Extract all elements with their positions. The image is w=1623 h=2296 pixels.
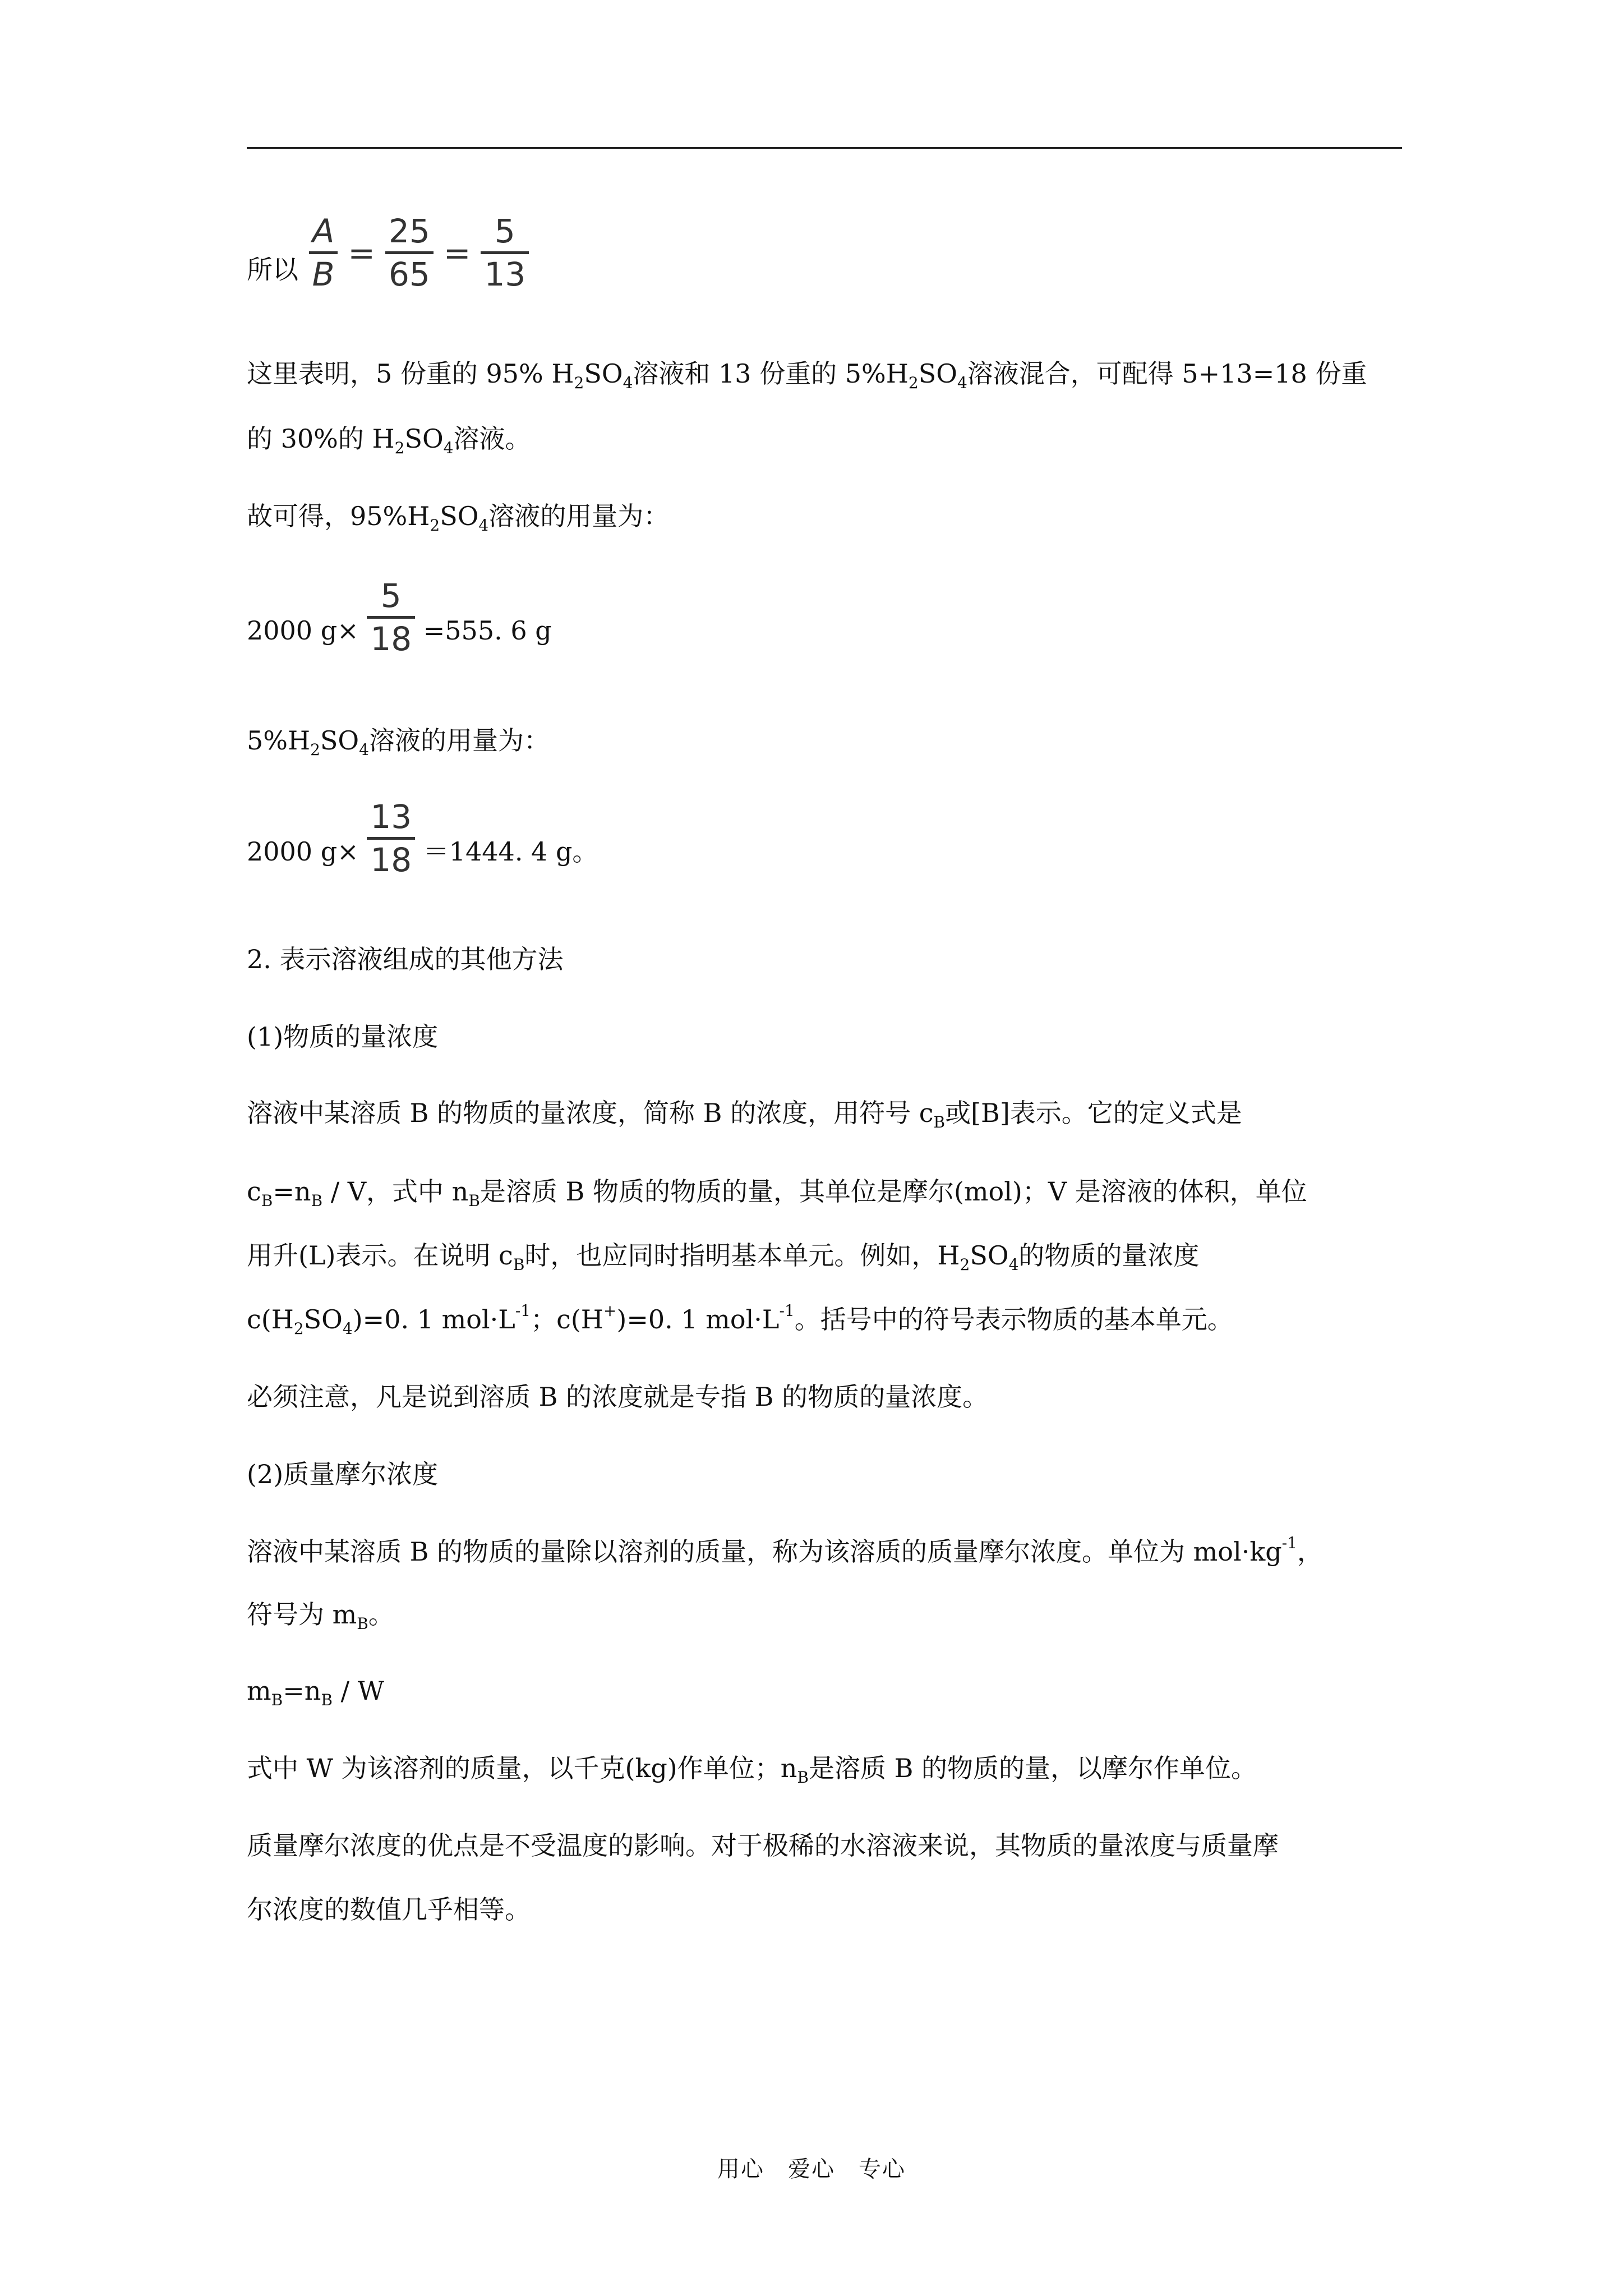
subscript: 4	[957, 374, 967, 392]
text: 。括号中的符号表示物质的基本单元。	[794, 1304, 1233, 1335]
text: SO	[918, 358, 957, 389]
text: 溶液中某溶质 B 的物质的量除以溶剂的质量，称为该溶质的质量摩尔浓度。单位为 mol·kg	[247, 1536, 1282, 1567]
subscript: 2	[908, 374, 919, 392]
equals-sign: =	[348, 233, 376, 272]
header-rule	[247, 147, 1402, 149]
numerator: 13	[370, 798, 412, 836]
paragraph: 质量摩尔浓度的优点是不受温度的影响。对于极稀的水溶液来说，其物质的量浓度与质量摩	[247, 1830, 1279, 1861]
text: 时，也应同时指明基本单元。例如，H	[524, 1240, 960, 1271]
text: 符号为 m	[247, 1599, 357, 1630]
subscript: B	[468, 1191, 480, 1210]
paragraph	[247, 357, 1367, 390]
ratio-math	[309, 213, 529, 292]
fraction-bar	[385, 251, 434, 254]
subscript: B	[271, 1691, 283, 1709]
text: )=0. 1 mol·L	[616, 1304, 780, 1335]
numerator: A	[312, 212, 335, 250]
denominator: 65	[389, 255, 430, 293]
numerator: 25	[389, 212, 430, 250]
text: 溶液中某溶质 B 的物质的量浓度，简称 B 的浓度，用符号 c	[247, 1098, 934, 1128]
subscript: 4	[623, 374, 633, 392]
fraction-bar	[481, 251, 529, 254]
ratio-equation	[247, 213, 529, 292]
numerator: 5	[380, 577, 402, 615]
denominator: B	[312, 255, 335, 293]
fraction-bar	[367, 837, 415, 840]
subscript: B	[513, 1255, 525, 1274]
fraction-25-over-65	[385, 213, 434, 292]
paragraph	[247, 1751, 1257, 1785]
text: SO	[320, 725, 359, 756]
superscript: -1	[1281, 1534, 1297, 1552]
text: ；c(H	[531, 1304, 603, 1335]
paragraph	[247, 1303, 1233, 1336]
text: 是溶质 B 物质的物质的量，其单位是摩尔(mol)；V 是溶液的体积，单位	[479, 1176, 1307, 1207]
fraction-bar	[309, 251, 338, 254]
denominator: 18	[370, 841, 412, 879]
text: =555. 6 g	[423, 615, 552, 646]
paragraph: 必须注意，凡是说到溶质 B 的浓度就是专指 B 的物质的量浓度。	[247, 1382, 989, 1412]
superscript: +	[603, 1301, 617, 1320]
text: 溶液混合，可配得 5+13=18 份重	[967, 358, 1367, 389]
text: 溶液的用量为：	[368, 725, 550, 756]
text: SO	[970, 1240, 1009, 1271]
text: 或[B]表示。它的定义式是	[945, 1098, 1242, 1128]
equation-prefix: 所以	[247, 254, 298, 285]
subscript: 2	[293, 1319, 304, 1338]
text: ，	[1297, 1536, 1323, 1567]
fraction-5-over-18	[367, 578, 415, 657]
paragraph: 尔浓度的数值几乎相等。	[247, 1894, 531, 1925]
text: ＝1444. 4 g。	[423, 836, 598, 867]
text: 是溶质 B 的物质的量，以摩尔作单位。	[808, 1753, 1257, 1783]
subscript: B	[311, 1191, 323, 1210]
paragraph	[247, 1598, 394, 1631]
text: 溶液的用量为：	[488, 501, 670, 531]
text: m	[247, 1676, 271, 1706]
subscript: B	[261, 1191, 273, 1210]
subsection-title: (2)质量摩尔浓度	[247, 1459, 439, 1489]
subscript: 4	[1008, 1255, 1019, 1274]
text: =n	[273, 1176, 311, 1207]
paragraph	[247, 724, 550, 757]
superscript: -1	[515, 1301, 531, 1320]
text: =n	[283, 1676, 321, 1706]
subscript: 4	[478, 516, 489, 535]
text: / V，式中 n	[322, 1176, 469, 1207]
page-footer: 用心 爱心 专心	[717, 2156, 906, 2182]
calculation-5	[247, 799, 598, 878]
text: / W	[332, 1676, 384, 1706]
text: 式中 W 为该溶剂的质量，以千克(kg)作单位；n	[247, 1753, 797, 1783]
text: c	[247, 1176, 261, 1207]
text: 故可得，95%H	[247, 501, 430, 531]
paragraph	[247, 1175, 1307, 1208]
text: c(H	[247, 1304, 294, 1335]
paragraph	[247, 499, 669, 533]
paragraph	[247, 422, 531, 455]
fraction-13-over-18	[367, 799, 415, 878]
text: SO	[440, 501, 479, 531]
text: 。	[368, 1599, 394, 1630]
paragraph	[247, 1535, 1323, 1568]
paragraph	[247, 1239, 1199, 1272]
text: 溶液。	[453, 424, 531, 454]
denominator: 18	[370, 620, 412, 658]
subscript: 4	[443, 439, 454, 457]
text: 用升(L)表示。在说明 c	[247, 1240, 513, 1271]
fraction-a-over-b	[309, 213, 338, 292]
numerator: 5	[494, 212, 515, 250]
text: 2000 g×	[247, 836, 359, 867]
subscript: 2	[574, 374, 584, 392]
text: SO	[404, 424, 444, 454]
text: 5%H	[247, 725, 311, 756]
fraction-5-over-13	[481, 213, 529, 292]
subscript: 4	[342, 1319, 353, 1338]
formula-molality	[247, 1674, 384, 1708]
text: 2000 g×	[247, 615, 359, 646]
text: SO	[584, 358, 623, 389]
subscript: 2	[430, 516, 440, 535]
text: 的物质的量浓度	[1018, 1240, 1200, 1271]
subscript: B	[357, 1614, 368, 1633]
subscript: 2	[394, 439, 405, 457]
subscript: 2	[960, 1255, 970, 1274]
text: 这里表明，5 份重的 95% H	[247, 358, 574, 389]
superscript: -1	[779, 1301, 795, 1320]
text: )=0. 1 mol·L	[352, 1304, 515, 1335]
subscript: 2	[310, 740, 320, 759]
calculation-95	[247, 578, 552, 657]
subscript: B	[797, 1768, 809, 1787]
subsection-title: (1)物质的量浓度	[247, 1022, 439, 1052]
text: SO	[303, 1304, 343, 1335]
subscript: B	[321, 1691, 333, 1709]
fraction-bar	[367, 616, 415, 619]
section-heading: 2. 表示溶液组成的其他方法	[247, 944, 564, 974]
text: 溶液和 13 份重的 5%H	[633, 358, 909, 389]
denominator: 13	[484, 255, 526, 293]
paragraph	[247, 1096, 1242, 1130]
text: 的 30%的 H	[247, 424, 395, 454]
subscript: B	[933, 1113, 946, 1131]
subscript: 4	[359, 740, 369, 759]
equals-sign: =	[443, 233, 471, 272]
